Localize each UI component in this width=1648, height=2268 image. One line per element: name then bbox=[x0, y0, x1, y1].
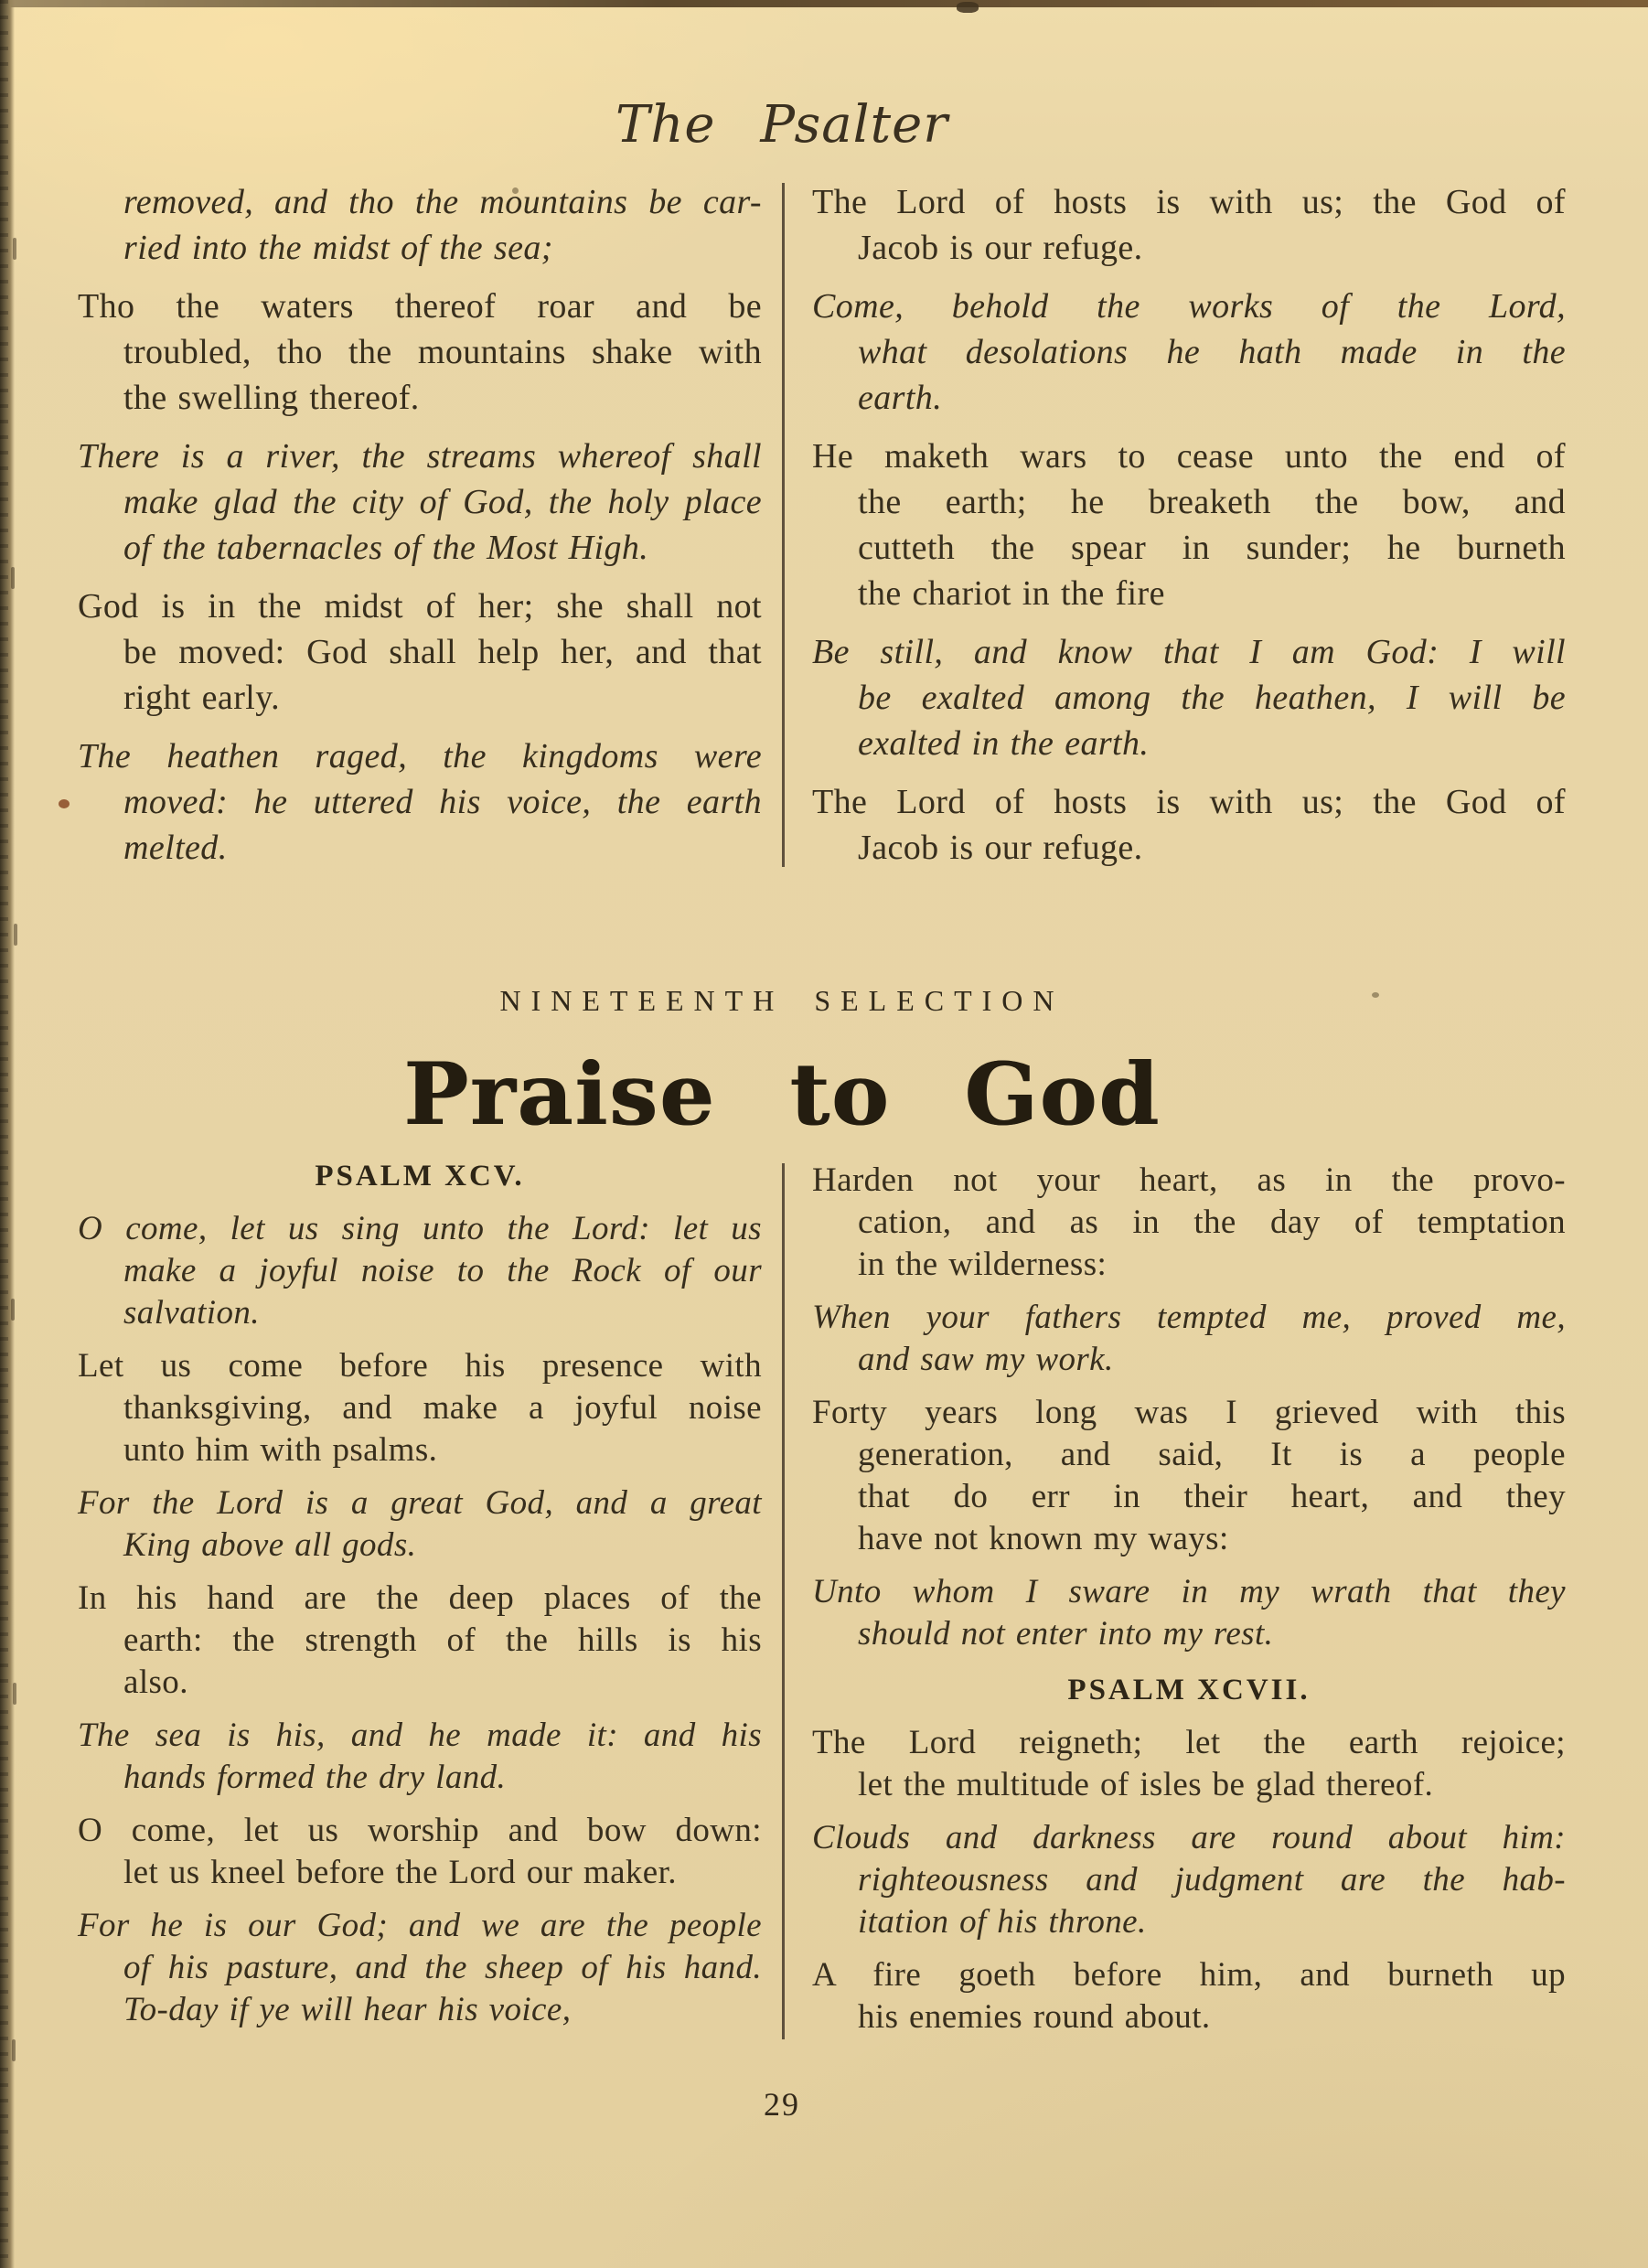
bottom-right-column bbox=[812, 1160, 1566, 2038]
verse bbox=[78, 1905, 762, 2031]
verse-line: generation, and said, It is a people bbox=[858, 1436, 1566, 1473]
selection-kicker: NINETEENTH SELECTION bbox=[499, 984, 1065, 1017]
verse bbox=[78, 433, 762, 571]
verse bbox=[812, 1722, 1566, 1806]
verse-line: exalted in the earth. bbox=[858, 724, 1150, 763]
verse bbox=[78, 179, 762, 271]
verse bbox=[812, 1297, 1566, 1381]
margin-mark bbox=[14, 924, 17, 946]
selection-title: Praise to God bbox=[403, 1044, 1161, 1145]
verse-line: There is a river, the streams whereof shall bbox=[78, 437, 762, 476]
verse-line: his enemies round about. bbox=[858, 1998, 1211, 2036]
verse-line: be exalted among the heathen, I will be bbox=[858, 679, 1566, 717]
verse-line: The Lord of hosts is with us; the God of bbox=[812, 783, 1566, 821]
verse bbox=[78, 284, 762, 421]
verse-line: The Lord reigneth; let the earth rejoice; bbox=[812, 1724, 1566, 1761]
psalm-97-heading: PSALM XCVII. bbox=[1067, 1674, 1311, 1706]
red-ink-speck bbox=[59, 799, 70, 808]
verse-line: Be still, and know that I am God: I will bbox=[812, 633, 1566, 671]
verse-line: For he is our God; and we are the people bbox=[78, 1907, 762, 1944]
verse-line: of the tabernacles of the Most High. bbox=[123, 529, 649, 567]
verse bbox=[812, 284, 1566, 421]
verse-line: let us kneel before the Lord our maker. bbox=[123, 1854, 677, 1891]
verse bbox=[812, 629, 1566, 766]
verse-line: Harden not your heart, as in the provo- bbox=[812, 1161, 1566, 1199]
page-number: 29 bbox=[764, 2086, 800, 2123]
top-left-column bbox=[78, 179, 762, 871]
verse-line: melted. bbox=[123, 829, 228, 867]
verse-line: Jacob is our refuge. bbox=[858, 229, 1143, 267]
binding-edge-texture bbox=[0, 0, 8, 2268]
verse-line: the swelling thereof. bbox=[123, 379, 420, 417]
verse-line: right early. bbox=[123, 679, 281, 717]
verse-line: in the wilderness: bbox=[858, 1246, 1108, 1283]
verse-line: Unto whom I sware in my wrath that they bbox=[812, 1573, 1566, 1610]
margin-mark bbox=[12, 2039, 16, 2061]
verse-line: of his pasture, and the sheep of his hand. bbox=[123, 1949, 762, 1986]
verse bbox=[78, 1578, 762, 1704]
verse bbox=[812, 433, 1566, 616]
verse-line: ried into the midst of the sea; bbox=[123, 229, 553, 267]
verse bbox=[78, 733, 762, 871]
verse-line: The Lord of hosts is with us; the God of bbox=[812, 183, 1566, 221]
verse-line: God is in the midst of her; she shall not bbox=[78, 587, 762, 626]
verse bbox=[78, 1208, 762, 1334]
verse-line: also. bbox=[123, 1664, 188, 1701]
margin-mark bbox=[13, 1683, 16, 1705]
verse-line: hands formed the dry land. bbox=[123, 1759, 507, 1796]
verse bbox=[78, 1345, 762, 1471]
verse-line: let the multitude of isles be glad thereof. bbox=[858, 1766, 1434, 1803]
verse-line: King above all gods. bbox=[123, 1526, 417, 1564]
margin-mark bbox=[13, 238, 16, 260]
verse bbox=[78, 1482, 762, 1567]
verse-line: Tho the waters thereof roar and be bbox=[78, 287, 762, 326]
verse bbox=[812, 1160, 1566, 1286]
verse-line: The heathen raged, the kingdoms were bbox=[78, 737, 762, 776]
verse-line: should not enter into my rest. bbox=[858, 1615, 1274, 1653]
column-divider bbox=[782, 1163, 785, 2039]
verse-line: earth. bbox=[858, 379, 943, 417]
verse-line: unto him with psalms. bbox=[123, 1431, 438, 1469]
verse-line: Clouds and darkness are round about him: bbox=[812, 1819, 1566, 1856]
verse-line: Forty years long was I grieved with this bbox=[812, 1394, 1566, 1431]
verse bbox=[78, 1715, 762, 1799]
verse bbox=[812, 179, 1566, 271]
verse-line: removed, and tho the mountains be car- bbox=[123, 183, 762, 221]
verse bbox=[78, 583, 762, 721]
margin-mark bbox=[11, 567, 15, 589]
psalm-97-verses bbox=[812, 1722, 1566, 2038]
verse bbox=[812, 1392, 1566, 1560]
psalm-95-heading: PSALM XCV. bbox=[315, 1160, 525, 1193]
verse-line: cutteth the spear in sunder; he burneth bbox=[858, 529, 1566, 567]
verse-line: make a joyful noise to the Rock of our bbox=[123, 1252, 762, 1289]
column-divider bbox=[782, 183, 785, 867]
text-block bbox=[78, 0, 1568, 2268]
verse-line: troubled, tho the mountains shake with bbox=[123, 333, 762, 371]
verse-line: salvation. bbox=[123, 1294, 260, 1332]
verse-line: The sea is his, and he made it: and his bbox=[78, 1717, 762, 1754]
top-right-column bbox=[812, 179, 1566, 871]
psalm-95-verses-continued bbox=[812, 1160, 1566, 1655]
verse-line: O come, let us sing unto the Lord: let us bbox=[78, 1210, 762, 1247]
verse bbox=[78, 1810, 762, 1894]
verse-line: make glad the city of God, the holy place bbox=[123, 483, 762, 521]
praise-to-god-section bbox=[78, 1160, 1566, 2039]
verse-line: be moved: God shall help her, and that bbox=[123, 633, 762, 671]
verse bbox=[812, 1954, 1566, 2038]
verse-line: Let us come before his presence with bbox=[78, 1347, 762, 1385]
verse-line: the chariot in the fire bbox=[858, 574, 1165, 613]
verse-line: itation of his throne. bbox=[858, 1903, 1147, 1941]
verse-line: and saw my work. bbox=[858, 1341, 1114, 1378]
verse-line: cation, and as in the day of temptation bbox=[858, 1204, 1566, 1241]
verse-line: When your fathers tempted me, proved me, bbox=[812, 1299, 1566, 1336]
verse-line: thanksgiving, and make a joyful noise bbox=[123, 1389, 762, 1427]
verse-line: For the Lord is a great God, and a great bbox=[78, 1484, 762, 1522]
verse-line: To-day if ye will hear his voice, bbox=[123, 1991, 572, 2028]
psalm-46-section bbox=[78, 179, 1566, 871]
bottom-left-column bbox=[78, 1160, 762, 2031]
verse-line: O come, let us worship and bow down: bbox=[78, 1812, 762, 1849]
verse-line: what desolations he hath made in the bbox=[858, 333, 1566, 371]
verse bbox=[812, 779, 1566, 871]
verse-line: A fire goeth before him, and burneth up bbox=[812, 1956, 1566, 1994]
verse-line: the earth; he breaketh the bow, and bbox=[858, 483, 1566, 521]
verse-line: that do err in their heart, and they bbox=[858, 1478, 1566, 1515]
running-head: The Psalter bbox=[615, 95, 948, 155]
verse-line: In his hand are the deep places of the bbox=[78, 1579, 762, 1617]
verse bbox=[812, 1817, 1566, 1943]
verse-line: Come, behold the works of the Lord, bbox=[812, 287, 1566, 326]
verse-line: moved: he uttered his voice, the earth bbox=[123, 783, 762, 821]
verse-line: Jacob is our refuge. bbox=[858, 829, 1143, 867]
verse-line: He maketh wars to cease unto the end of bbox=[812, 437, 1566, 476]
verse-line: have not known my ways: bbox=[858, 1520, 1229, 1557]
verse-line: earth: the strength of the hills is his bbox=[123, 1621, 762, 1659]
margin-mark bbox=[11, 1299, 15, 1321]
psalm-95-verses bbox=[78, 1208, 762, 2031]
verse bbox=[812, 1571, 1566, 1655]
verse-line: righteousness and judgment are the hab- bbox=[858, 1861, 1566, 1899]
